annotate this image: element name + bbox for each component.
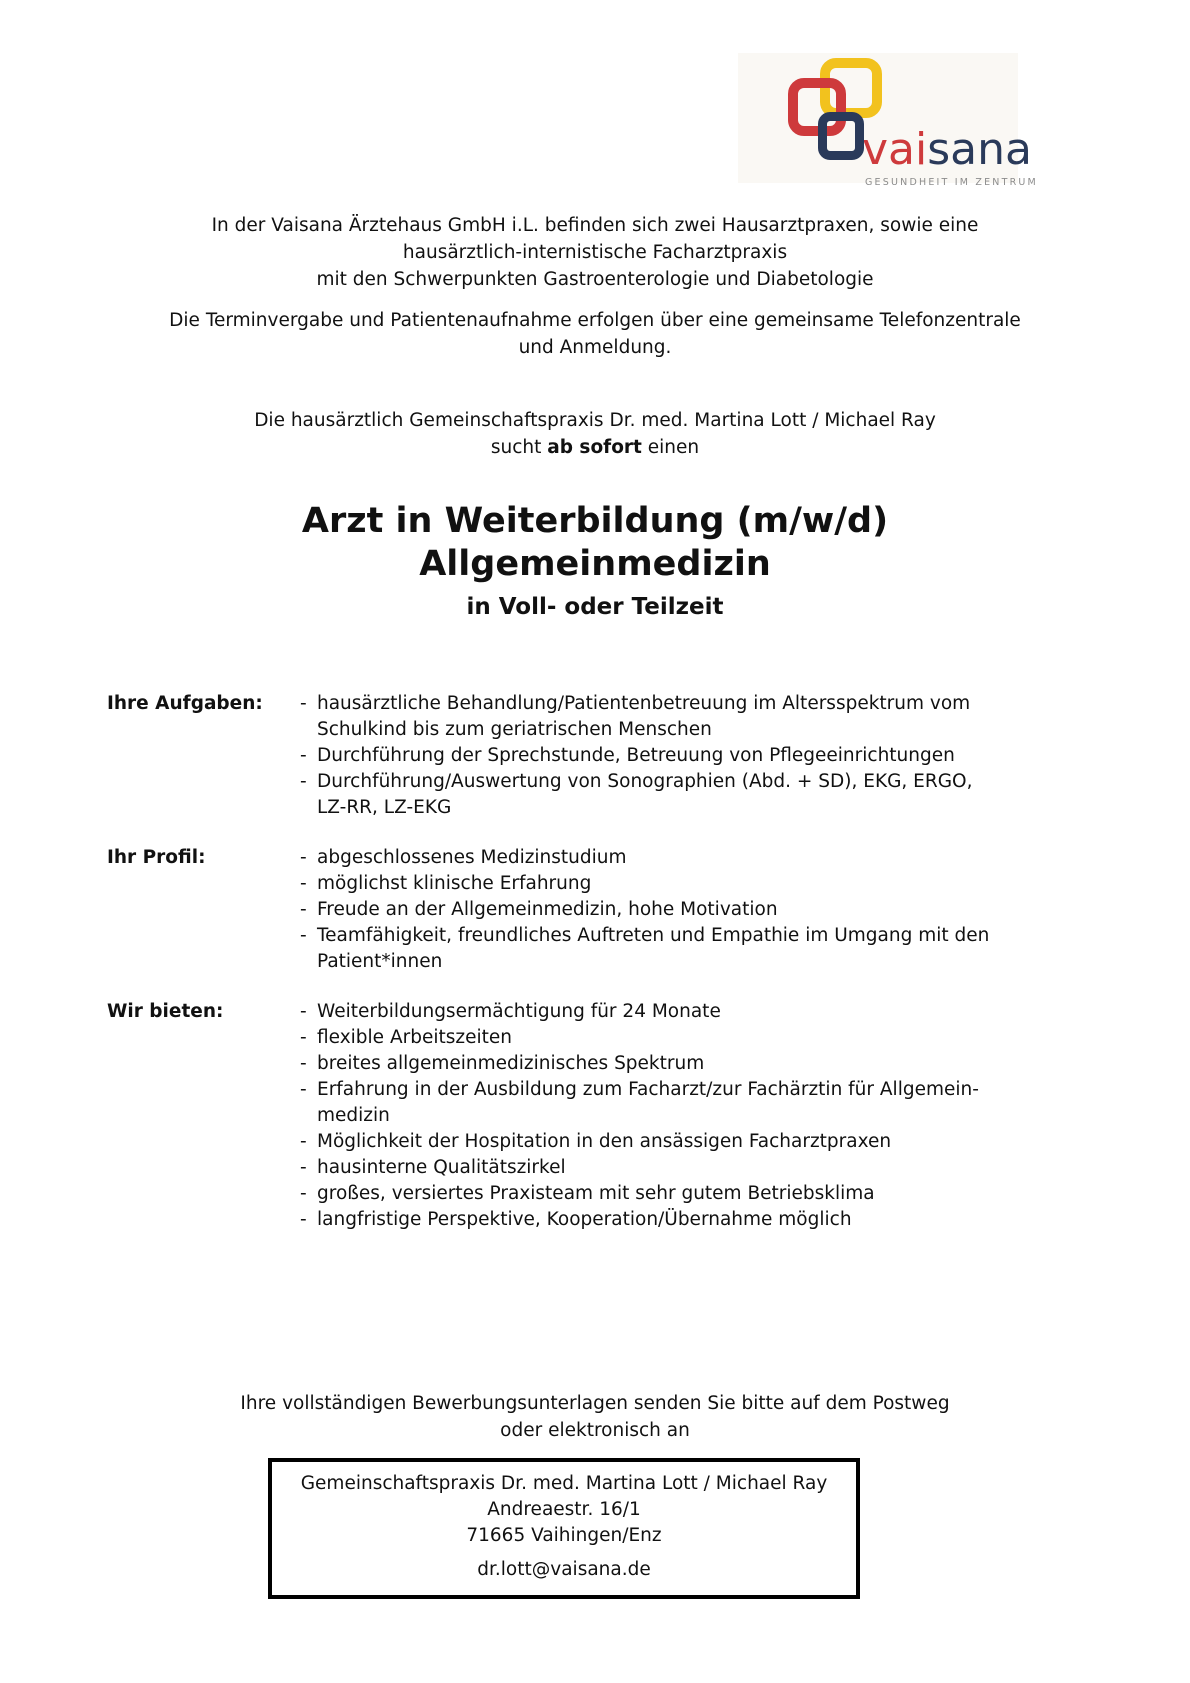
list-item [300, 923, 1097, 975]
bullet-dash: - [300, 925, 307, 946]
list-item-line: Durchführung der Sprechstunde, Betreuung von Pflegeeinrichtungen [317, 745, 955, 766]
list-item-line: möglichst klinische Erfahrung [317, 873, 592, 894]
bullet-dash: - [300, 745, 307, 766]
list-item [300, 871, 1097, 897]
job-detail-sections [107, 691, 1097, 1257]
list-item-line: Durchführung/Auswertung von Sonographien (Abd. + SD), EKG, ERGO, [317, 771, 973, 792]
bullet-dash: - [300, 1079, 307, 1100]
bullet-dash: - [300, 1131, 307, 1152]
bullet-dash: - [300, 1027, 307, 1048]
list-item-line: Weiterbildungsermächtigung für 24 Monate [317, 1001, 721, 1022]
list-item [300, 691, 1097, 743]
logo-wordmark-vai: vai [862, 124, 928, 175]
job-title-subtitle: in Voll- oder Teilzeit [466, 594, 724, 620]
vaisana-logo [738, 53, 1038, 188]
bullet-dash: - [300, 873, 307, 894]
list-item-line: langfristige Perspektive, Kooperation/Übernahme möglich [317, 1209, 852, 1230]
section-label: Wir bieten: [107, 1001, 224, 1022]
list-item-line: Schulkind bis zum geriatrischen Menschen [317, 719, 712, 740]
logo-wordmark [862, 124, 1032, 175]
list-item [300, 1207, 1097, 1233]
vacancy-line-post: einen [641, 437, 700, 458]
list-item-line: hausärztliche Behandlung/Patientenbetreuung im Altersspektrum vom [317, 693, 971, 714]
bullet-dash: - [300, 1053, 307, 1074]
bullet-dash: - [300, 1001, 307, 1022]
contact-address-box [268, 1458, 860, 1599]
list-item-line: großes, versiertes Praxisteam mit sehr gutem Betriebsklima [317, 1183, 875, 1204]
list-item [300, 1155, 1097, 1181]
logo-wordmark-sana: sana [927, 124, 1032, 175]
list-item-line: Teamfähigkeit, freundliches Auftreten und Empathie im Umgang mit den [317, 925, 990, 946]
practice-name: Gemeinschaftspraxis Dr. med. Martina Lott / Michael Ray [300, 1473, 828, 1494]
city-address: 71665 Vaihingen/Enz [466, 1525, 662, 1546]
list-item-line: LZ-RR, LZ-EKG [317, 797, 452, 818]
bullet-dash: - [300, 1157, 307, 1178]
list-item-line: medizin [317, 1105, 390, 1126]
list-item-line: Erfahrung in der Ausbildung zum Facharzt/zur Fachärztin für Allgemein- [317, 1079, 979, 1100]
vacancy-line-pre: sucht [490, 437, 548, 458]
section-items [300, 845, 1097, 975]
intro-line: mit den Schwerpunkten Gastroenterologie und Diabetologie [316, 269, 874, 290]
bullet-dash: - [300, 1183, 307, 1204]
logo-tagline: GESUNDHEIT IM ZENTRUM [865, 177, 1038, 188]
bullet-dash: - [300, 847, 307, 868]
bullet-dash: - [300, 693, 307, 714]
section-label: Ihr Profil: [107, 847, 206, 868]
contact-email: dr.lott@vaisana.de [477, 1559, 651, 1580]
intro-paragraph [0, 212, 1190, 293]
bullet-dash: - [300, 899, 307, 920]
section-items [300, 999, 1097, 1233]
list-item [300, 743, 1097, 769]
closing-line: Ihre vollständigen Bewerbungsunterlagen senden Sie bitte auf dem Postweg [240, 1393, 950, 1414]
vacancy-line-bold: ab sofort [547, 437, 642, 458]
list-item [300, 897, 1097, 923]
bullet-dash: - [300, 771, 307, 792]
list-item-line: breites allgemeinmedizinisches Spektrum [317, 1053, 705, 1074]
list-item [300, 769, 1097, 821]
section-ihr-profil [107, 845, 1097, 975]
appointments-paragraph [0, 307, 1190, 361]
street-address: Andreaestr. 16/1 [487, 1499, 641, 1520]
vacancy-line [0, 434, 1190, 461]
intro-line: und Anmeldung. [518, 337, 672, 358]
application-instructions [0, 1390, 1190, 1444]
intro-line: In der Vaisana Ärztehaus GmbH i.L. befinden sich zwei Hausarztpraxen, sowie eine [211, 215, 979, 236]
list-item [300, 1025, 1097, 1051]
logo-navy-square-icon [818, 112, 864, 160]
job-title [0, 500, 1190, 622]
section-wir-bieten [107, 999, 1097, 1233]
list-item [300, 999, 1097, 1025]
section-ihre-aufgaben [107, 691, 1097, 821]
vacancy-line: Die hausärztlich Gemeinschaftspraxis Dr. med. Martina Lott / Michael Ray [254, 410, 936, 431]
closing-line: oder elektronisch an [500, 1420, 690, 1441]
job-title-line1: Arzt in Weiterbildung (m/w/d) [301, 501, 889, 541]
section-items [300, 691, 1097, 821]
list-item [300, 1129, 1097, 1155]
list-item-line: flexible Arbeitszeiten [317, 1027, 512, 1048]
list-item-line: Freude an der Allgemeinmedizin, hohe Motivation [317, 899, 778, 920]
section-label: Ihre Aufgaben: [107, 693, 263, 714]
list-item-line: hausinterne Qualitätszirkel [317, 1157, 566, 1178]
list-item [300, 1077, 1097, 1129]
job-title-line2: Allgemeinmedizin [419, 544, 771, 584]
intro-line: Die Terminvergabe und Patientenaufnahme erfolgen über eine gemeinsame Telefonzentrale [169, 310, 1021, 331]
vacancy-intro [0, 407, 1190, 461]
intro-line: hausärztlich-internistische Facharztpraxis [402, 242, 788, 263]
list-item [300, 1051, 1097, 1077]
list-item-line: Patient*innen [317, 951, 443, 972]
bullet-dash: - [300, 1209, 307, 1230]
list-item [300, 845, 1097, 871]
list-item-line: abgeschlossenes Medizinstudium [317, 847, 627, 868]
list-item-line: Möglichkeit der Hospitation in den ansässigen Facharztpraxen [317, 1131, 892, 1152]
list-item [300, 1181, 1097, 1207]
